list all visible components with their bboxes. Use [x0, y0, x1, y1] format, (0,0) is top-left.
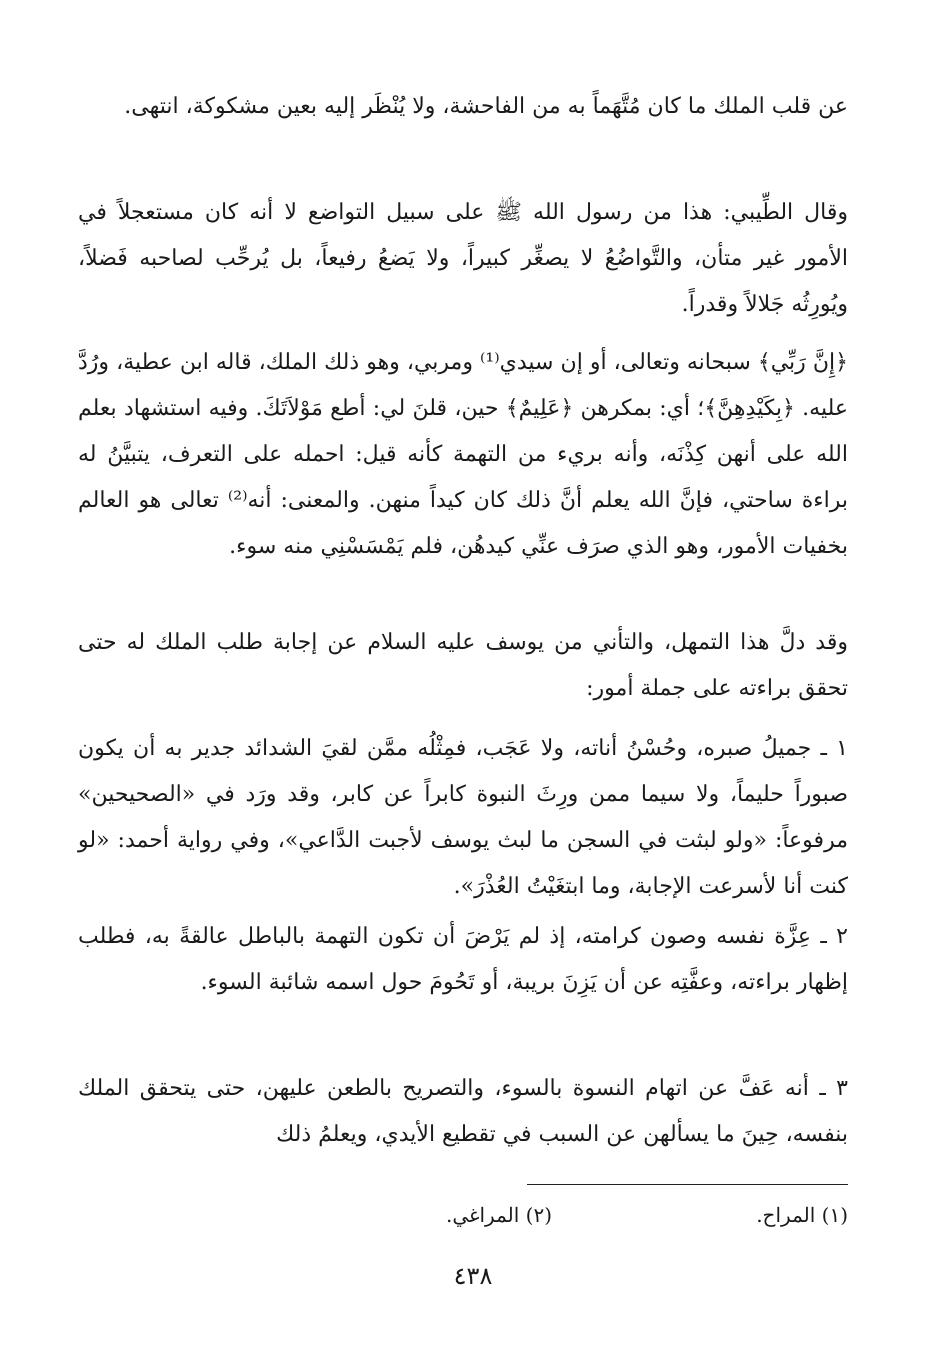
- page-number: ٤٣٨: [453, 1262, 493, 1290]
- footnote-1: (١) المراح.: [756, 1203, 848, 1227]
- paragraph: وقد دلَّ هذا التمهل، والتأني من يوسف عليه السلام عن إجابة طلب الملك له حتى تحقق براءته على جملة أمور:: [78, 630, 848, 701]
- paragraph: ﴿إِنَّ رَبِّي﴾ سبحانه وتعالى، أو إن سيدي⁽¹⁾ ومربي، وهو ذلك الملك، قاله ابن عطية، ورُدَّ عليه. ﴿بِكَيْدِهِنَّ﴾؛ أي: بمكرهن ﴿عَلِيمٌ﴾ حين، قلنَ لي: أطع مَوْلاَتَكَ. وفيه استشهاد بعلم الله على أنهن كِذْنَه، وأنه بريء من التهمة كأنه قيل: احمله على التعرف، يتبيَّنُ له براءة ساحتي، فإنَّ الله يعلم أنَّ ذلك كان كيداً منهن. والمعنى: أنه⁽²⁾ تعالى هو العالم بخفيات الأمور، وهو الذي صرَف عنِّي كيدهُن، فلم يَمْسَسْنِي منه سوء.: [78, 350, 848, 559]
- paragraph-7-block: [78, 1066, 848, 1158]
- list-item: ٢ ـ عِزَّة نفسه وصون كرامته، إذ لم يَرْضَ أن تكون التهمة بالباطل عالقةً به، فطلب إظهار براءته، وعفَّتِه عن أن يَزِنَ بريبة، أو تَحُومَ حول اسمه شائبة السوء.: [78, 924, 848, 995]
- paragraph-5-block: [78, 726, 848, 910]
- footnote-2: (٢) المراغي.: [445, 1203, 552, 1227]
- footnote-divider: [527, 1184, 848, 1185]
- paragraph-2-block: [78, 190, 848, 328]
- footnotes: [78, 1200, 848, 1230]
- paragraph-1-block: [78, 84, 848, 130]
- paragraph-3-block: [78, 340, 848, 570]
- paragraph-4-block: [78, 620, 848, 712]
- list-item: ١ ـ جميلُ صبره، وحُسْنُ أناته، ولا عَجَب، فمِثْلُه ممَّن لقيَ الشدائد جدير به أن يكون صبوراً حليماً، ولا سيما ممن ورِثَ النبوة كابراً عن كابر، وقد ورَد في «الصحيحين» مرفوعاً: «ولو لبثت في السجن ما لبث يوسف لأجبت الدَّاعي»، وفي رواية أحمد: «لو كنت أنا لأسرعت الإجابة، وما ابتغَيْتُ العُذْرَ».: [78, 736, 848, 899]
- paragraph: وقال الطِّيبي: هذا من رسول الله ﷺ على سبيل التواضع لا أنه كان مستعجلاً في الأمور غير متأن، والتَّواضُعُ لا يصغِّر كبيراً، ولا يَضعُ رفيعاً، بل يُرحِّب لصاحبه فَضلاً، ويُورِثُه جَلالاً وقدراً.: [78, 200, 848, 317]
- paragraph-6-block: [78, 914, 848, 1006]
- paragraph: عن قلب الملك ما كان مُتَّهَماً به من الفاحشة، ولا يُنْظَر إليه بعين مشكوكة، انتهى.: [124, 94, 848, 119]
- list-item: ٣ ـ أنه عَفَّ عن اتهام النسوة بالسوء، والتصريح بالطعن عليهن، حتى يتحقق الملك بنفسه، حِينَ ما يسألهن عن السبب في تقطيع الأيدي، ويعلمُ ذلك: [78, 1076, 848, 1147]
